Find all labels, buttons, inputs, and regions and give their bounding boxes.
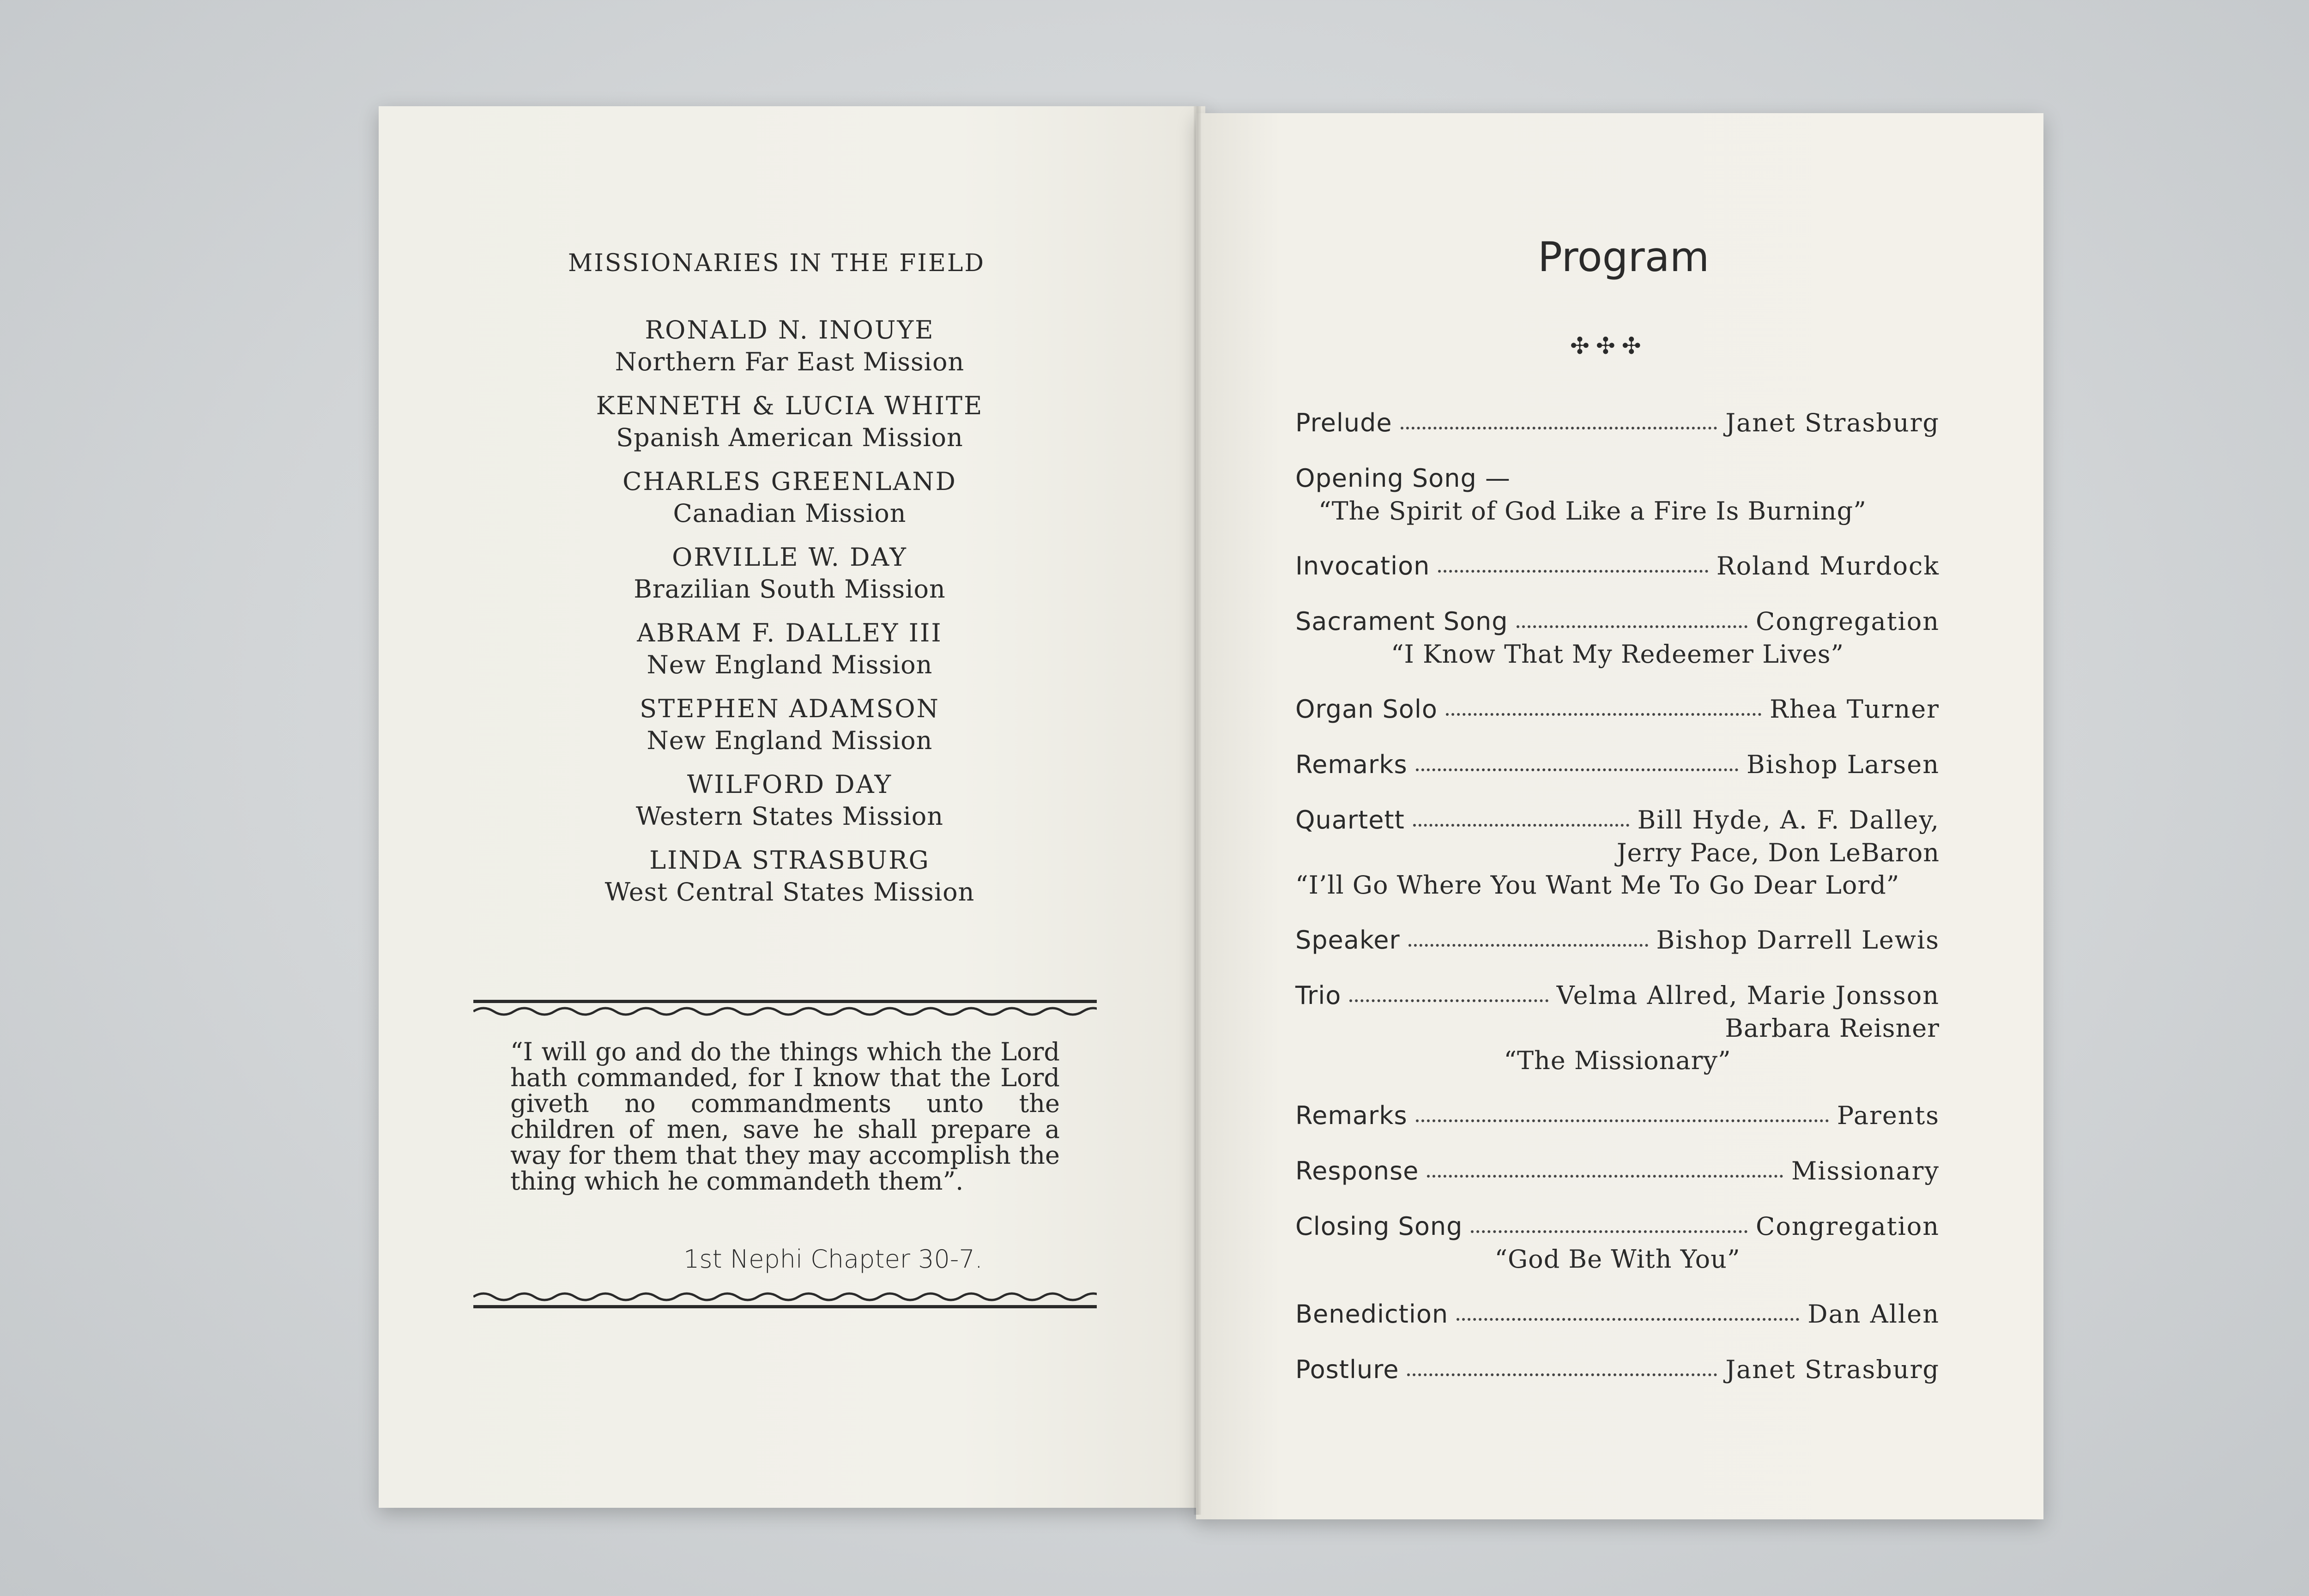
program-role: Remarks: [1295, 1101, 1408, 1130]
program-item: [1295, 550, 1940, 583]
program-role: Benediction: [1295, 1300, 1449, 1329]
program-performer: Dan Allen: [1807, 1300, 1940, 1329]
missionary-name: ORVILLE W. DAY: [672, 543, 907, 572]
program-role: Invocation: [1295, 551, 1430, 580]
program-item: [1295, 979, 1940, 1077]
program-performer: Congregation: [1756, 607, 1940, 636]
missionaries-heading: MISSIONARIES IN THE FIELD: [568, 249, 985, 277]
missionary-name: ABRAM F. DALLEY III: [637, 618, 943, 647]
missionary-list: [490, 314, 1090, 920]
program-role: Prelude: [1295, 408, 1392, 437]
program-subtitle: “I Know That My Redeemer Lives”: [1390, 640, 1844, 669]
missionary-mission: New England Mission: [647, 650, 933, 679]
program-role: Trio: [1295, 981, 1342, 1010]
program-performer: Parents: [1837, 1101, 1940, 1130]
top-divider: [473, 1000, 1097, 1020]
missionary-mission: Canadian Mission: [673, 499, 907, 528]
missionary-name: STEPHEN ADAMSON: [640, 694, 940, 723]
program-item: [1295, 1155, 1940, 1188]
missionary-entry: [490, 466, 1090, 529]
missionary-mission: New England Mission: [647, 726, 933, 755]
missionary-mission: Western States Mission: [635, 802, 944, 831]
missionary-mission: West Central States Mission: [604, 877, 975, 907]
program-role: Response: [1295, 1156, 1419, 1185]
booklet-spine: [1194, 106, 1201, 1515]
program-role: Remarks: [1295, 750, 1408, 779]
missionary-entry: [490, 314, 1090, 378]
program-heading: Program: [1538, 233, 1710, 281]
program-item: [1295, 804, 1940, 901]
program-performer: Roland Murdock: [1716, 551, 1940, 580]
program-role: Closing Song: [1295, 1212, 1463, 1241]
missionary-entry: [490, 844, 1090, 908]
program-item: [1295, 1298, 1940, 1331]
program-item: [1295, 1353, 1940, 1386]
program-role: Opening Song —: [1295, 464, 1511, 493]
missionary-name: LINDA STRASBURG: [649, 846, 930, 875]
program-performer: Missionary: [1791, 1156, 1940, 1185]
missionary-name: CHARLES GREENLAND: [623, 467, 957, 496]
program-item: [1295, 1099, 1940, 1132]
program-item: [1295, 924, 1940, 957]
program-item: [1295, 462, 1940, 527]
missionary-entry: [490, 768, 1090, 832]
missionary-mission: Spanish American Mission: [616, 423, 963, 452]
scripture-citation: 1st Nephi Chapter 30-7.: [683, 1245, 983, 1274]
program-performer: Bishop Larsen: [1746, 750, 1940, 779]
program-performer-continued: Jerry Pace, Don LeBaron: [1616, 838, 1940, 867]
missionary-entry: [490, 541, 1090, 605]
missionary-entry: [490, 693, 1090, 756]
program-role: Sacrament Song: [1295, 607, 1508, 636]
program-subtitle: “The Missionary”: [1504, 1046, 1731, 1075]
program-performer: Bishop Darrell Lewis: [1656, 925, 1940, 955]
missionary-name: KENNETH & LUCIA WHITE: [596, 391, 984, 420]
program-performer-continued: Barbara Reisner: [1725, 1014, 1940, 1043]
scripture-quote: “I will go and do the things which the Lord hath commanded, for I know that the Lord giveth no commandments unto the children of men, save he shall prepare a way for them that they may accomplish the thing which he commandeth them”.: [510, 1037, 1060, 1196]
program-subtitle: “I’ll Go Where You Want Me To Go Dear Lord”: [1295, 871, 1900, 900]
program-role: Speaker: [1295, 925, 1400, 955]
program-subtitle: “God Be With You”: [1494, 1245, 1741, 1274]
program-performer: Janet Strasburg: [1725, 1355, 1940, 1384]
bottom-divider: [473, 1288, 1097, 1308]
program-role: Quartett: [1295, 805, 1405, 834]
program-role: Organ Solo: [1295, 695, 1438, 724]
ornament-icon: ✣✣✣: [1570, 332, 1648, 359]
program-list: [1295, 406, 1940, 1409]
program-performer: Rhea Turner: [1770, 695, 1940, 724]
program-performer: Bill Hyde, A. F. Dalley,: [1637, 805, 1940, 834]
program-role: Postlure: [1295, 1355, 1399, 1384]
missionary-mission: Northern Far East Mission: [615, 347, 965, 376]
missionary-mission: Brazilian South Mission: [634, 574, 946, 604]
program-performer: Congregation: [1756, 1212, 1940, 1241]
missionary-entry: [490, 617, 1090, 681]
missionary-entry: [490, 390, 1090, 453]
program-item: [1295, 406, 1940, 440]
program-item: [1295, 605, 1940, 671]
program-performer: Velma Allred, Marie Jonsson: [1556, 981, 1940, 1010]
program-item: [1295, 748, 1940, 781]
missionary-name: WILFORD DAY: [687, 770, 893, 799]
program-subtitle: “The Spirit of God Like a Fire Is Burning”: [1318, 496, 1867, 526]
program-item: [1295, 693, 1940, 726]
missionary-name: RONALD N. INOUYE: [645, 315, 935, 345]
program-item: [1295, 1210, 1940, 1276]
program-performer: Janet Strasburg: [1725, 408, 1940, 437]
